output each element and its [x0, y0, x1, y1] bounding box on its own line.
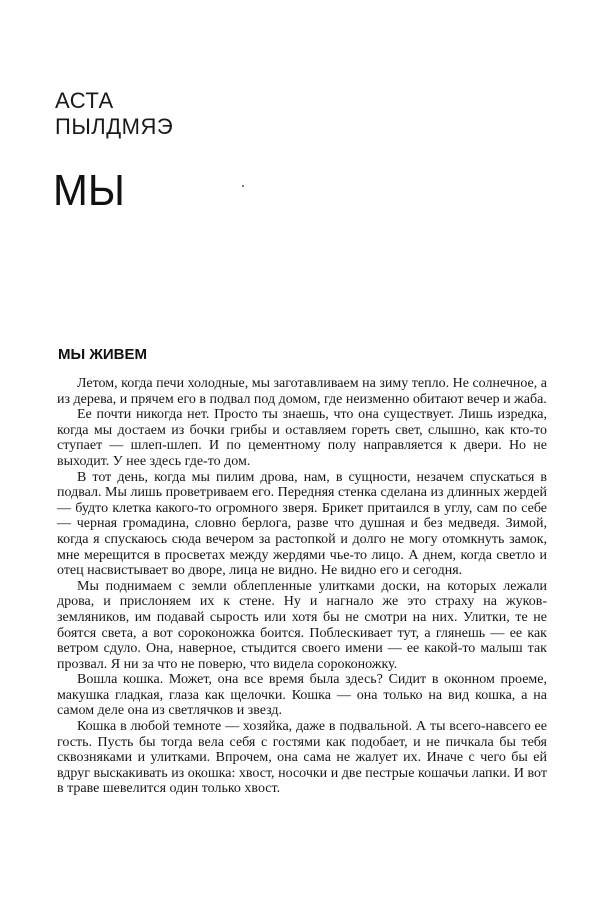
book-title: МЫ: [53, 166, 125, 215]
paragraph: Мы поднимаем с земли облепленные улитками доски, на которых лежали дрова, и прислоняем их к стене. Ну и нагнало же это страху на жуков-земляников, им подавай сырость или хотя бы не смотри на них. Улитки, те не боятся света, а вот сороконожка боится. Поблескивает тут, а глянешь — ее как ветром сдуло. Она, наверное, стыдится своего имени — ее какой-то малыш так прозвал. Я ни за что не поверю, что видела сороконожку.: [57, 578, 547, 672]
author-name-line-1: АСТА: [55, 88, 114, 113]
paragraph: Летом, когда печи холодные, мы заготавливаем на зиму тепло. Не солнечное, а из дерева, и прячем его в подвал под домом, где неизменно обитают вечер и жаба.: [57, 376, 547, 407]
chapter-title: МЫ ЖИВЕМ: [58, 346, 148, 363]
paragraph: Вошла кошка. Может, она все время была здесь? Сидит в оконном проеме, макушка гладкая, глаза как щелочки. Кошка — она только на вид кошка, а на самом деле она из светлячков и звезд.: [57, 672, 547, 719]
author-name-line-2: ПЫЛДМЯЭ: [55, 114, 174, 139]
author-name: [55, 88, 173, 140]
body-text: [57, 376, 547, 797]
print-speck: [242, 185, 244, 187]
paragraph: В тот день, когда мы пилим дрова, нам, в сущности, незачем спускаться в подвал. Мы лишь проветриваем его. Передняя стенка сделана из длинных жердей — будто клетка какого-то огромного зверя. Брикет притаился в углу, сам по себе — черная громадина, словно берлога, разве что душная и без медведя. Зимой, когда я спускаюсь сюда вечером за растопкой и долго не могу отомкнуть замок, мне мерещится в просветах между жердями чье-то лицо. А днем, когда светло и отец насвистывает во дворе, лица не видно. Не видно его и сегодня.: [57, 469, 547, 579]
paragraph: Кошка в любой темноте — хозяйка, даже в подвальной. А ты всего-навсего ее гость. Пусть бы тогда вела себя с гостями как подобает, и не пичкала бы тебя сквозняками и улитками. Впрочем, она сама не жалует их. Иначе с чего бы ей вдруг выскакивать из окошка: хвост, носочки и две пестрые кошачьи лапки. И вот в траве шевелится один только хвост.: [57, 719, 547, 797]
paragraph: Ее почти никогда нет. Просто ты знаешь, что она существует. Лишь изредка, когда мы достаем из бочки грибы и оставляем гореть свет, слышно, как кто-то ступает — шлеп-шлеп. И по цементному полу направляется к двери. Но не выходит. У нее здесь где-то дом.: [57, 407, 547, 469]
